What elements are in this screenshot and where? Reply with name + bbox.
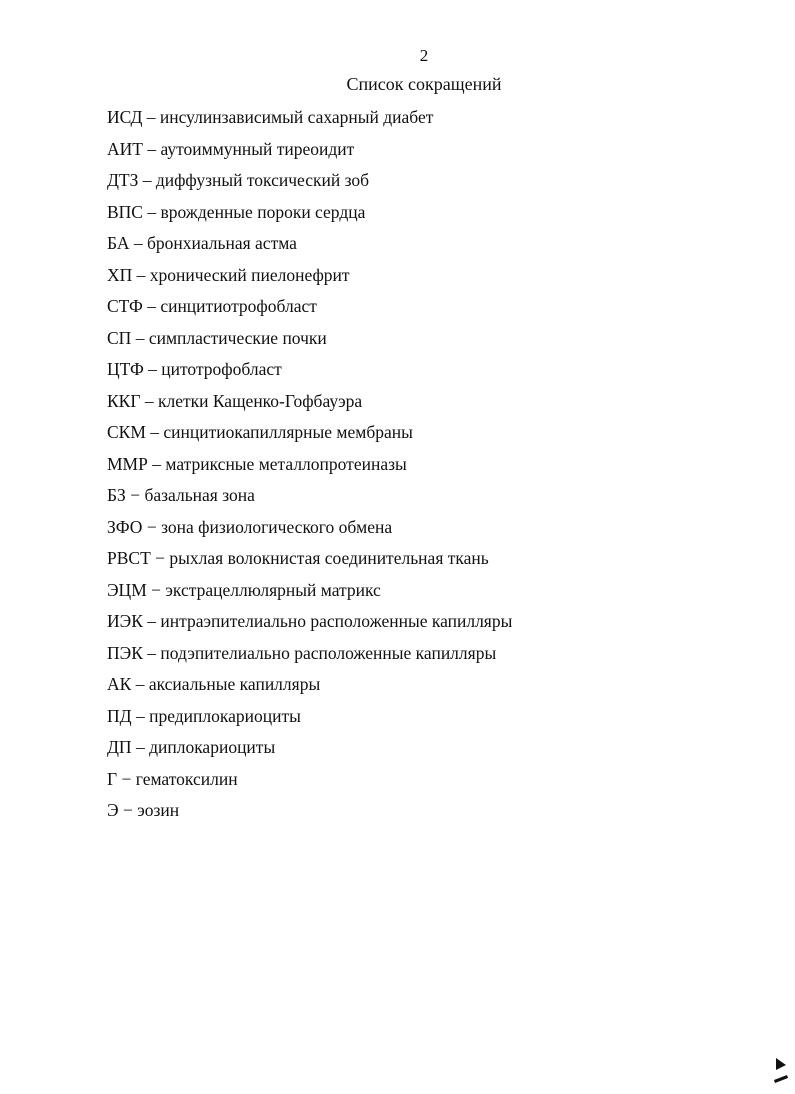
abbreviation-meaning: подэпителиально расположенные капилляры: [160, 642, 497, 663]
list-item: [107, 483, 512, 515]
list-item: [107, 168, 512, 200]
abbreviation: БА: [107, 233, 130, 253]
dash: –: [135, 705, 145, 726]
dash: −: [155, 548, 166, 568]
list-item: [107, 704, 512, 736]
list-item: [107, 200, 512, 232]
dash: –: [147, 611, 156, 631]
abbreviation: ПД: [107, 705, 132, 726]
abbreviation-meaning: диплокариоциты: [149, 737, 276, 757]
abbreviation: ИЭК: [107, 611, 143, 631]
list-item: [107, 105, 512, 137]
list-item: [107, 357, 512, 389]
dash: –: [150, 422, 160, 442]
abbreviation-meaning: клетки Кащенко-Гофбауэра: [157, 390, 363, 411]
abbreviation-meaning: цитотрофобласт: [161, 359, 282, 379]
dash: –: [147, 642, 156, 663]
abbreviation-meaning: аутоиммунный тиреоидит: [160, 138, 355, 159]
dash: −: [146, 516, 157, 537]
dash: –: [135, 674, 145, 694]
list-item: [107, 515, 512, 547]
list-item: [107, 546, 512, 578]
dash: –: [136, 264, 146, 285]
abbreviation: ПЭК: [107, 642, 143, 663]
abbreviation: Г: [107, 768, 118, 789]
dash: –: [144, 390, 154, 411]
abbreviation-meaning: интраэпителиально расположенные капилляры: [160, 611, 513, 631]
abbreviation-meaning: гематоксилин: [135, 768, 238, 789]
list-item: [107, 609, 512, 641]
abbreviation: БЗ: [107, 485, 126, 505]
dash: –: [142, 170, 152, 190]
abbreviation: ХП: [107, 264, 133, 285]
list-item: [107, 641, 512, 673]
list-item: [107, 735, 512, 767]
list-item: [107, 798, 512, 830]
abbreviation-meaning: предиплокариоциты: [149, 705, 301, 726]
dash: –: [147, 138, 157, 159]
abbreviation-list: [107, 105, 512, 830]
abbreviation-meaning: хронический пиелонефрит: [149, 264, 350, 285]
abbreviation-meaning: врожденные пороки сердца: [160, 201, 366, 222]
abbreviation: РВСТ: [107, 548, 151, 568]
dash: –: [147, 296, 156, 316]
abbreviation: СП: [107, 327, 132, 348]
scan-mark-icon: [773, 1056, 789, 1084]
dash: –: [148, 359, 157, 379]
list-item: [107, 263, 512, 295]
abbreviation: АИТ: [107, 138, 143, 159]
abbreviation: ДТЗ: [107, 170, 139, 190]
dash: –: [147, 201, 157, 222]
dash: –: [135, 327, 145, 348]
list-item: [107, 389, 512, 421]
list-item: [107, 294, 512, 326]
abbreviation-meaning: симпластические почки: [148, 327, 327, 348]
abbreviation-meaning: рыхлая волокнистая соединительная ткань: [169, 548, 489, 568]
list-item: [107, 231, 512, 263]
abbreviation-meaning: зона физиологического обмена: [161, 516, 393, 537]
abbreviation: АК: [107, 674, 132, 694]
dash: –: [146, 107, 156, 127]
list-item: [107, 137, 512, 169]
abbreviation: ЭЦМ: [107, 579, 147, 600]
abbreviation: ДП: [107, 737, 132, 757]
abbreviation-meaning: синцитиокапиллярные мембраны: [163, 422, 413, 442]
abbreviation-meaning: матриксные металлопротеиназы: [165, 453, 407, 474]
abbreviation: ККГ: [107, 390, 141, 411]
dash: −: [122, 800, 133, 820]
list-item: [107, 452, 512, 484]
abbreviation: Э: [107, 800, 119, 820]
dash: −: [121, 768, 132, 789]
abbreviation: ЦТФ: [107, 359, 144, 379]
abbreviation-meaning: синцитиотрофобласт: [160, 296, 317, 316]
dash: −: [130, 485, 141, 505]
list-item: [107, 326, 512, 358]
abbreviation-meaning: экстрацеллюлярный матрикс: [165, 579, 381, 600]
abbreviation-meaning: эозин: [137, 800, 180, 820]
abbreviation: СКМ: [107, 422, 146, 442]
page-number: 2: [419, 46, 429, 65]
abbreviation: ММР: [107, 453, 148, 474]
list-item: [107, 420, 512, 452]
abbreviation: ЗФО: [107, 516, 143, 537]
abbreviation-meaning: диффузный токсический зоб: [155, 170, 370, 190]
dash: –: [152, 453, 161, 474]
page-title: Список сокращений: [346, 74, 502, 94]
dash: –: [135, 737, 145, 757]
abbreviation-meaning: бронхиальная астма: [146, 233, 297, 253]
list-item: [107, 578, 512, 610]
abbreviation: СТФ: [107, 296, 143, 316]
dash: −: [151, 579, 162, 600]
list-item: [107, 672, 512, 704]
abbreviation-meaning: инсулинзависимый сахарный диабет: [159, 107, 434, 127]
dash: –: [133, 233, 143, 253]
abbreviation: ВПС: [107, 201, 143, 222]
list-item: [107, 767, 512, 799]
abbreviation: ИСД: [107, 107, 143, 127]
abbreviation-meaning: аксиальные капилляры: [148, 674, 321, 694]
abbreviation-meaning: базальная зона: [144, 485, 255, 505]
